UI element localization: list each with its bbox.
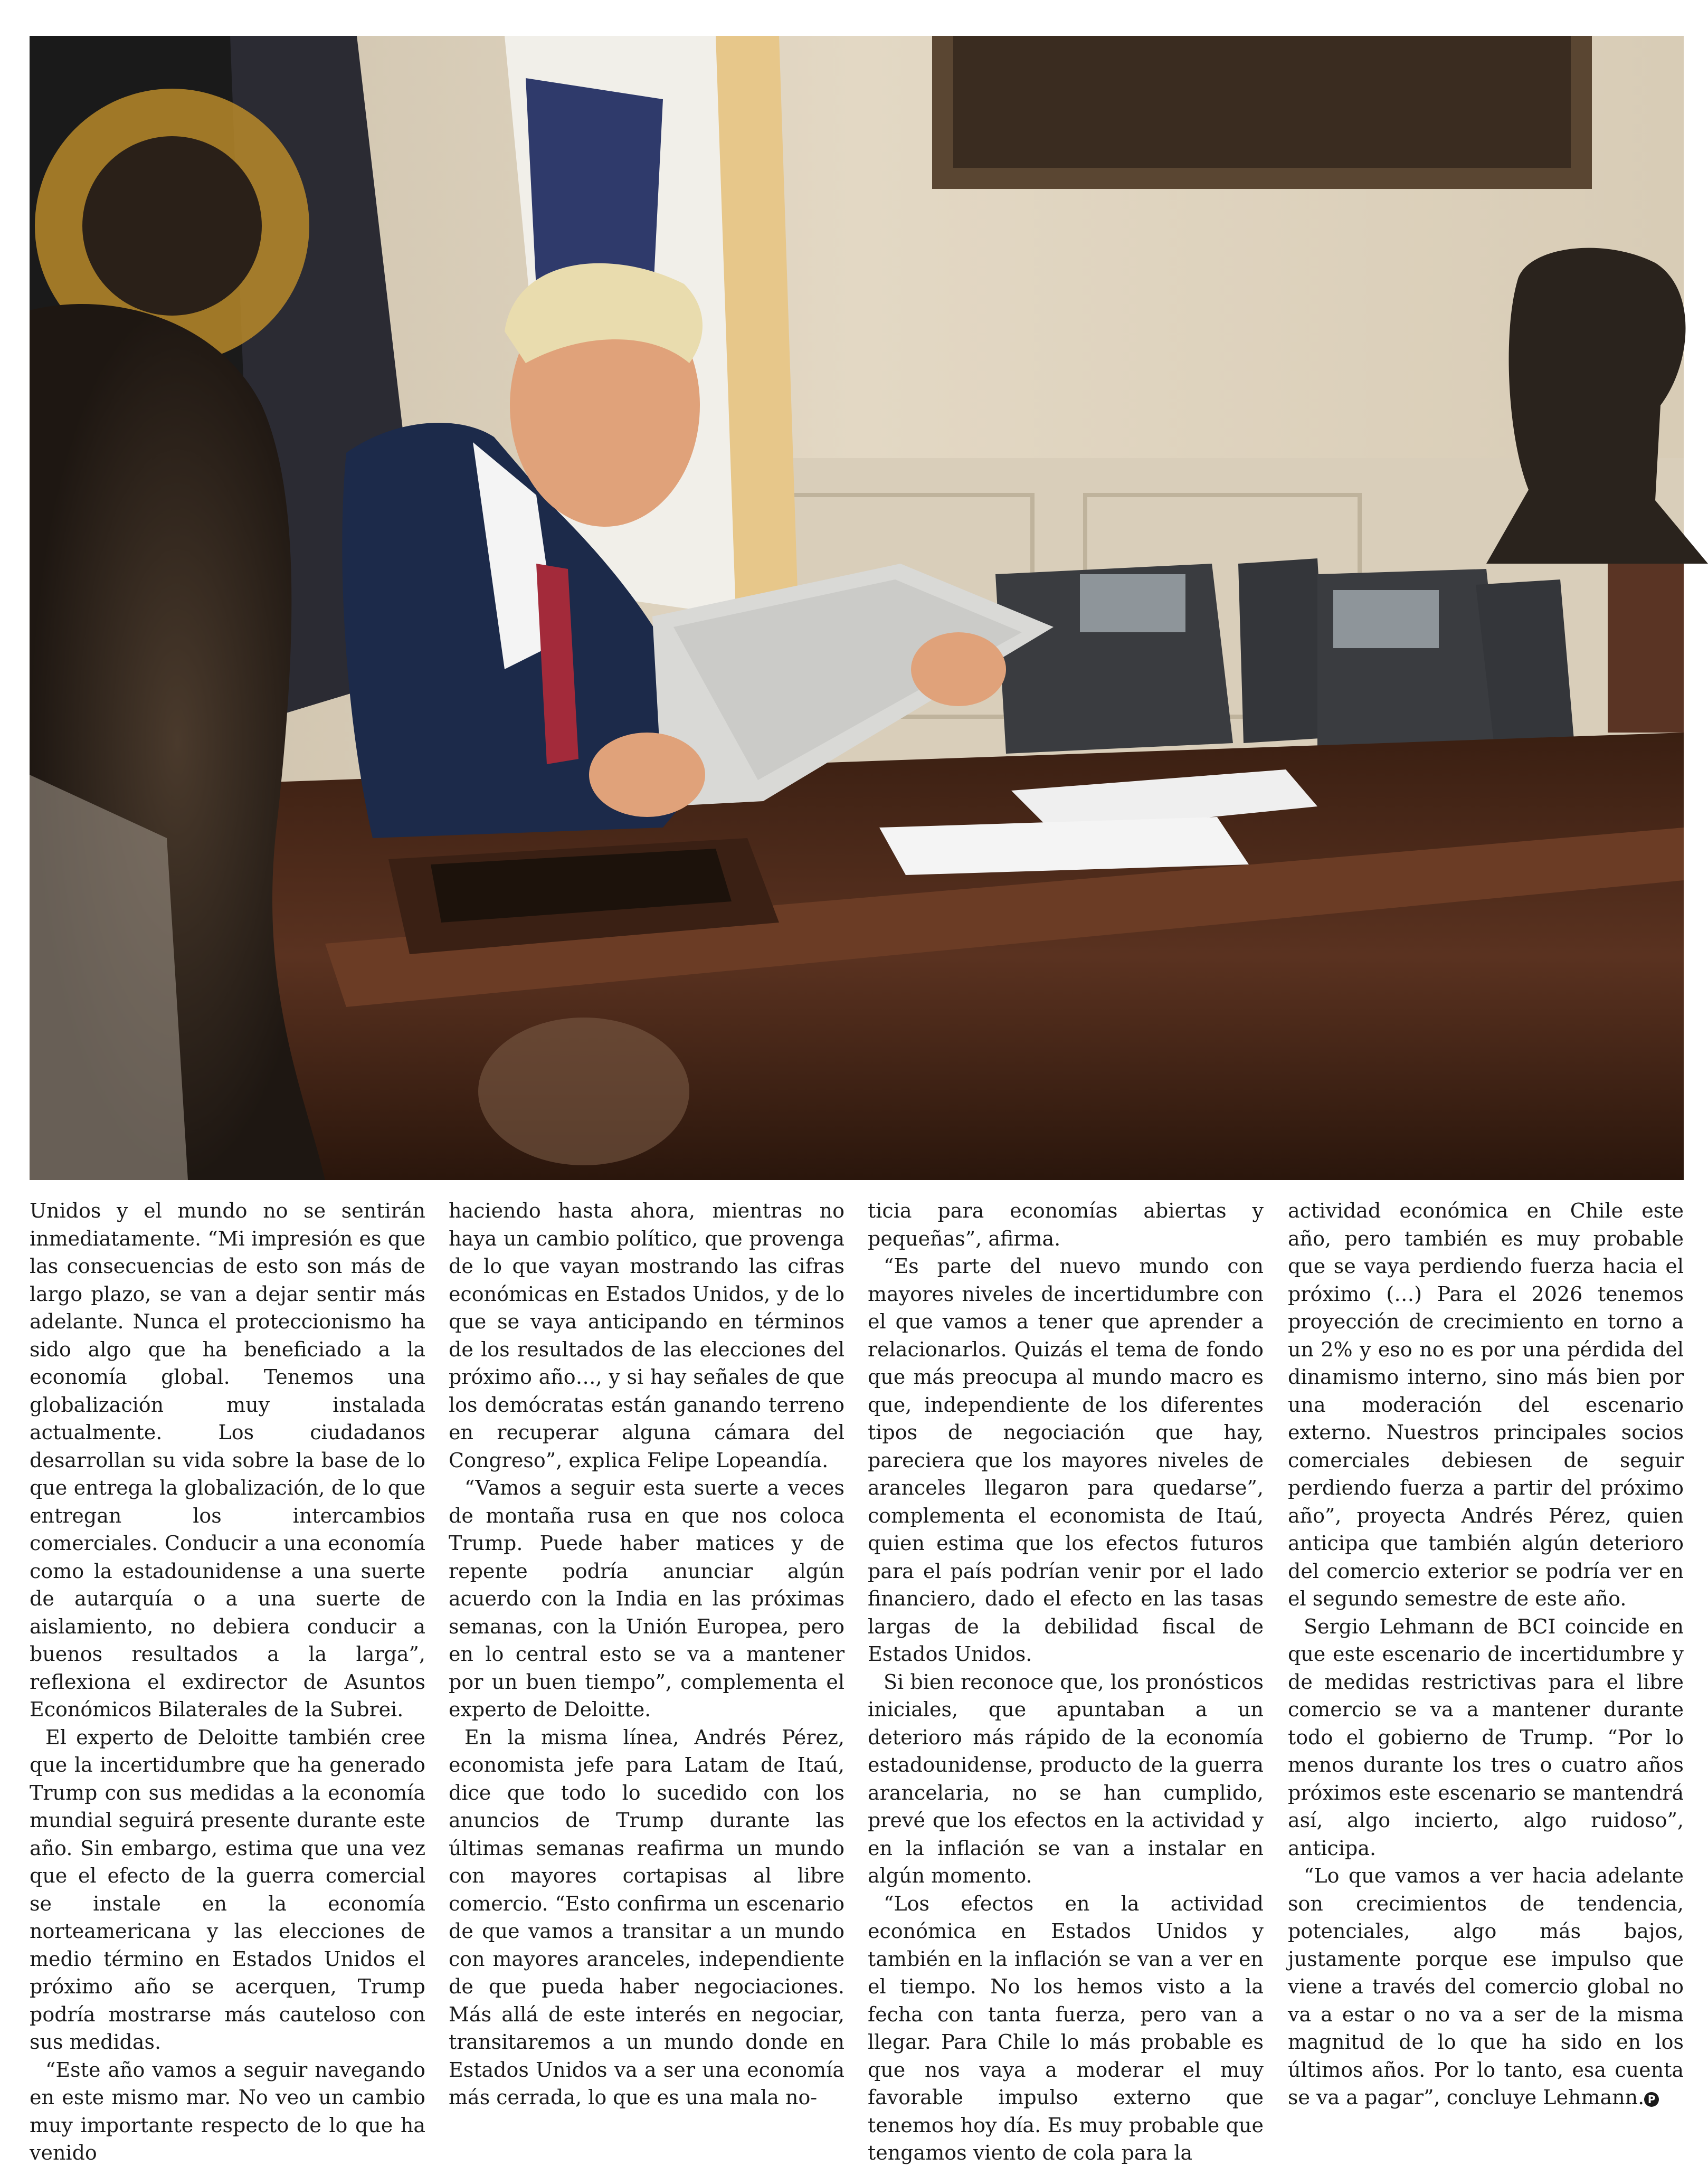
article-paragraph: “Los efectos en la actividad económica en Estados Unidos y también en la inflación se van a ver en el tiempo. No los hemos visto a la fecha con tanta fuerza, pero van a llegar. Para Chile lo más probable es que nos vaya a moderar el muy favorable impulso externo que tenemos hoy día. Es muy probable que tengamos viento de cola para la	[868, 1892, 1264, 2164]
article-paragraph: “Es parte del nuevo mundo con mayores niveles de incertidumbre con el que vamos a tener que aprender a relacionarlos. Quizás el tema de fondo que más preocupa al mundo macro es que, independiente de los diferentes tipos de negociación que hay, pareciera que los mayores niveles de aranceles llegaron para quedarse”, complementa el economista de Itaú, quien estima que los efectos futuros para el país podrían venir por el lado financiero, dado el efecto en las tasas largas de la debilidad fiscal de Estados Unidos.	[868, 1254, 1264, 1666]
article-column-3	[868, 1197, 1264, 2164]
photo-of-man-reading-at-desk-icon	[30, 36, 1684, 1180]
article-photo	[30, 36, 1684, 1180]
article-column-2	[449, 1197, 844, 2109]
article-body	[30, 1197, 1684, 2164]
article-paragraph: Sergio Lehmann de BCI coincide en que este escenario de incertidumbre y de medidas restrictivas para el libre comercio se va a mantener durante todo el gobierno de Trump. “Por lo menos durante los tres o cuatro años próximos este escenario se mantendrá así, algo incierto, algo ruidoso”, anticipa.	[1288, 1614, 1684, 1860]
article-paragraph: ticia para economías abiertas y pequeñas”, afirma.	[868, 1199, 1264, 1250]
article-paragraph: En la misma línea, Andrés Pérez, economista jefe para Latam de Itaú, dice que todo lo sucedido con los anuncios de Trump durante las últimas semanas reafirma un mundo con mayores cortapisas al libre comercio. “Esto confirma un escenario de que vamos a transitar a un mundo con mayores aranceles, independiente de que pueda haber negociaciones. Más allá de este interés en negociar, transitaremos a un mundo donde en Estados Unidos va a ser una economía más cerrada, lo que es una mala no-	[449, 1725, 844, 2109]
article-paragraph: El experto de Deloitte también cree que la incertidumbre que ha generado Trump con sus medidas a la economía mundial seguirá presente durante este año. Sin embargo, estima que una vez que el efecto de la guerra comercial se instale en la economía norteamericana y las elecciones de medio término en Estados Unidos el próximo año se acerquen, Trump podría mostrarse más cauteloso con sus medidas.	[30, 1725, 425, 2054]
article-paragraph: haciendo hasta ahora, mientras no haya un cambio político, que provenga de lo que vayan mostrando las cifras económicas en Estados Unidos, y de lo que se vaya anticipando en términos de los resultados de las elecciones del próximo año…, y si hay señales de que los demócratas están ganando terreno en recuperar alguna cámara del Congreso”, explica Felipe Lopeandía.	[449, 1199, 844, 1472]
article-paragraph: “Vamos a seguir esta suerte a veces de montaña rusa en que nos coloca Trump. Puede haber matices y de repente podría anunciar algún acuerdo con la India en las próximas semanas, con la Unión Europea, pero en lo central esto se va a mantener por un buen tiempo”, complementa el experto de Deloitte.	[449, 1476, 844, 1721]
article-paragraph: actividad económica en Chile este año, pero también es muy probable que se vaya perdiendo fuerza hacia el próximo (…) Para el 2026 tenemos proyección de crecimiento en torno a un 2% y eso no es por una pérdida del dinamismo interno, sino más bien por una moderación del escenario externo. Nuestros principales socios comerciales debiesen de seguir perdiendo fuerza a partir del próximo año”, proyecta Andrés Pérez, quien anticipa que también algún deterioro del comercio exterior se podría ver en el segundo semestre de este año.	[1288, 1199, 1684, 1610]
article-end-mark-icon: P	[1644, 2092, 1659, 2107]
article-paragraph: Si bien reconoce que, los pronósticos iniciales, que apuntaban a un deterioro más rápido de la economía estadounidense, producto de la guerra arancelaria, no se han cumplido, prevé que los efectos en la actividad y en la inflación se van a instalar en algún momento.	[868, 1670, 1264, 1887]
article-paragraph: “Lo que vamos a ver hacia adelante son crecimientos de tendencia, potenciales, algo más bajos, justamente porque ese impulso que viene a través del comercio global no va a estar o no va a ser de la misma magnitud de lo que ha sido en los últimos años. Por lo tanto, esa cuenta se va a pagar”, concluye Lehmann. P	[1288, 1864, 1684, 2109]
article-paragraph: “Este año vamos a seguir navegando en este mismo mar. No veo un cambio muy importante respecto de lo que ha venido	[30, 2058, 425, 2164]
article-paragraph: Unidos y el mundo no se sentirán inmediatamente. “Mi impresión es que las consecuencias de esto son más de largo plazo, se van a dejar sentir más adelante. Nunca el proteccionismo ha sido algo que ha beneficiado a la economía global. Tenemos una globalización muy instalada actualmente. Los ciudadanos desarrollan su vida sobre la base de lo que entrega la globalización, de lo que entregan los intercambios comerciales. Conducir a una economía como la estadounidense a una suerte de autarquía o a una suerte de aislamiento, no debiera conducir a buenos resultados a la larga”, reflexiona el exdirector de Asuntos Económicos Bilaterales de la Subrei.	[30, 1199, 425, 1721]
article-column-4	[1288, 1197, 1684, 2109]
article-column-1	[30, 1197, 425, 2164]
